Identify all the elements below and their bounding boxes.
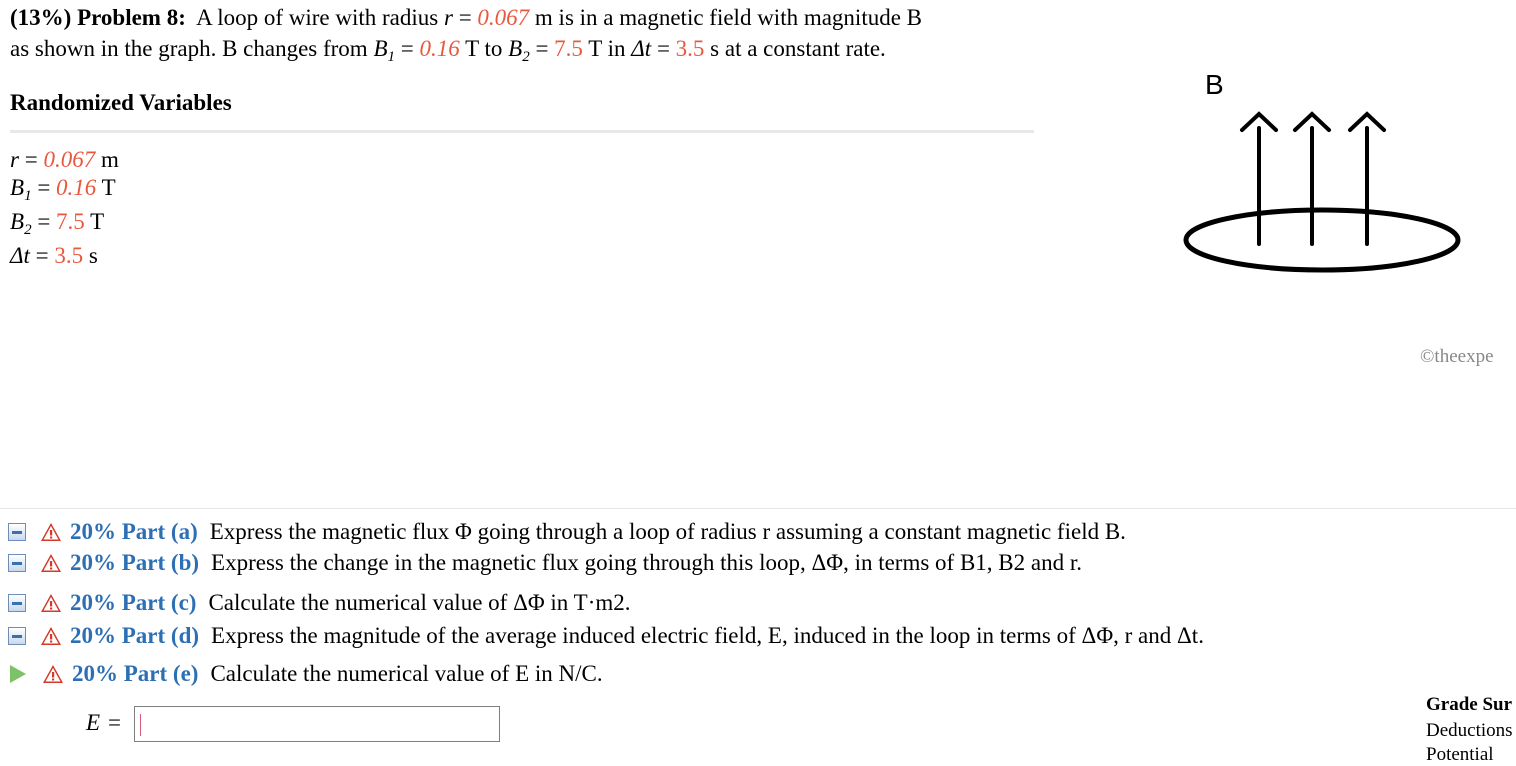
equals-sign: =	[535, 36, 549, 61]
equals-sign: =	[37, 175, 51, 200]
part-label: 20% Part (e)	[72, 661, 199, 686]
equals-sign: =	[108, 710, 121, 735]
warning-icon	[40, 626, 62, 646]
var-symbol: B	[10, 209, 25, 234]
part-question: Express the change in the magnetic flux going through this loop, ΔΦ, in terms of B1, B2 and r.	[211, 550, 1082, 575]
variable-b1-line	[10, 175, 116, 204]
part-b-row[interactable]	[8, 548, 1082, 578]
problem-text: as shown in the graph. B changes from	[10, 36, 368, 61]
var-symbol: r	[443, 5, 453, 30]
equals-sign: =	[35, 243, 49, 268]
divider	[0, 508, 1516, 509]
equals-sign: =	[458, 5, 472, 30]
value-dt: 3.5	[675, 36, 705, 61]
warning-icon	[40, 553, 62, 573]
var-symbol: r	[10, 147, 19, 172]
part-question: Calculate the numerical value of E in N/C.	[210, 661, 603, 686]
text-caret	[140, 714, 141, 736]
subscript: 1	[24, 188, 32, 204]
subscript: 2	[24, 222, 32, 238]
part-question: Calculate the numerical value of ΔΦ in T·m2.	[208, 590, 631, 615]
part-label: 20% Part (b)	[70, 550, 200, 575]
part-label: 20% Part (c)	[70, 590, 197, 615]
problem-text: T to	[465, 36, 503, 61]
value-b2: 7.5	[554, 36, 583, 61]
answer-input[interactable]	[134, 706, 500, 742]
value-b1: 0.16	[419, 36, 460, 61]
var-symbol: Δt	[10, 243, 30, 268]
collapse-box-icon[interactable]	[8, 554, 26, 572]
part-question: Express the magnetic flux Φ going through a loop of radius r assuming a constant magnetic field B.	[209, 519, 1126, 544]
part-c-row[interactable]	[8, 588, 631, 618]
grade-summary-title: Grade Sur	[1426, 694, 1513, 715]
image-credit: ©theexpe	[1420, 346, 1494, 367]
problem-text: s at a constant rate.	[710, 36, 886, 61]
expand-arrow-icon[interactable]	[10, 665, 26, 683]
problem-text: A loop of wire with radius	[196, 5, 439, 30]
equals-sign: =	[400, 36, 414, 61]
part-label: 20% Part (d)	[70, 623, 200, 648]
warning-icon	[40, 522, 62, 542]
problem-title: Problem 8:	[77, 5, 186, 30]
subscript: 2	[522, 49, 530, 65]
field-arrows-icon	[1242, 114, 1384, 244]
grade-deductions-label: Deductions	[1426, 720, 1513, 741]
equals-sign: =	[37, 209, 51, 234]
value-r: 0.067	[43, 147, 96, 172]
warning-icon	[40, 593, 62, 613]
value-r: 0.067	[477, 5, 530, 30]
figure-b-label: B	[1205, 69, 1224, 100]
value-b2: 7.5	[56, 209, 85, 234]
value-dt: 3.5	[54, 243, 84, 268]
grade-potential-label: Potential	[1426, 744, 1494, 765]
var-symbol: B	[373, 36, 388, 61]
variable-dt-line	[10, 243, 98, 269]
variable-r-line	[10, 147, 119, 173]
var-symbol: B	[508, 36, 523, 61]
part-a-row[interactable]	[8, 517, 1126, 547]
problem-weight: (13%)	[10, 5, 72, 30]
randomized-variables-heading: Randomized Variables	[10, 90, 232, 115]
variable-b2-line	[10, 209, 105, 238]
problem-statement	[10, 2, 1040, 64]
var-symbol: Δt	[631, 36, 652, 61]
subscript: 1	[387, 49, 396, 65]
var-symbol: B	[10, 175, 25, 200]
magnetic-loop-figure	[1175, 68, 1475, 288]
equals-sign: =	[24, 147, 38, 172]
warning-icon	[42, 664, 64, 684]
value-b1: 0.16	[56, 175, 97, 200]
divider	[10, 130, 1034, 133]
part-e-row[interactable]	[8, 659, 603, 689]
wire-loop-icon	[1186, 210, 1458, 270]
collapse-box-icon[interactable]	[8, 523, 26, 541]
problem-text: T in	[588, 36, 626, 61]
equals-sign: =	[656, 36, 670, 61]
collapse-box-icon[interactable]	[8, 594, 26, 612]
unit: s	[88, 243, 98, 268]
unit: T	[101, 175, 116, 200]
part-d-row[interactable]	[8, 621, 1204, 651]
part-question: Express the magnitude of the average induced electric field, E, induced in the loop in terms of ΔΦ, r and Δt.	[211, 623, 1204, 648]
collapse-box-icon[interactable]	[8, 627, 26, 645]
unit: T	[90, 209, 105, 234]
answer-variable-label: E	[86, 710, 101, 735]
problem-text: m is in a magnetic field with magnitude B	[534, 5, 923, 30]
unit: m	[100, 147, 119, 172]
part-label: 20% Part (a)	[70, 519, 198, 544]
